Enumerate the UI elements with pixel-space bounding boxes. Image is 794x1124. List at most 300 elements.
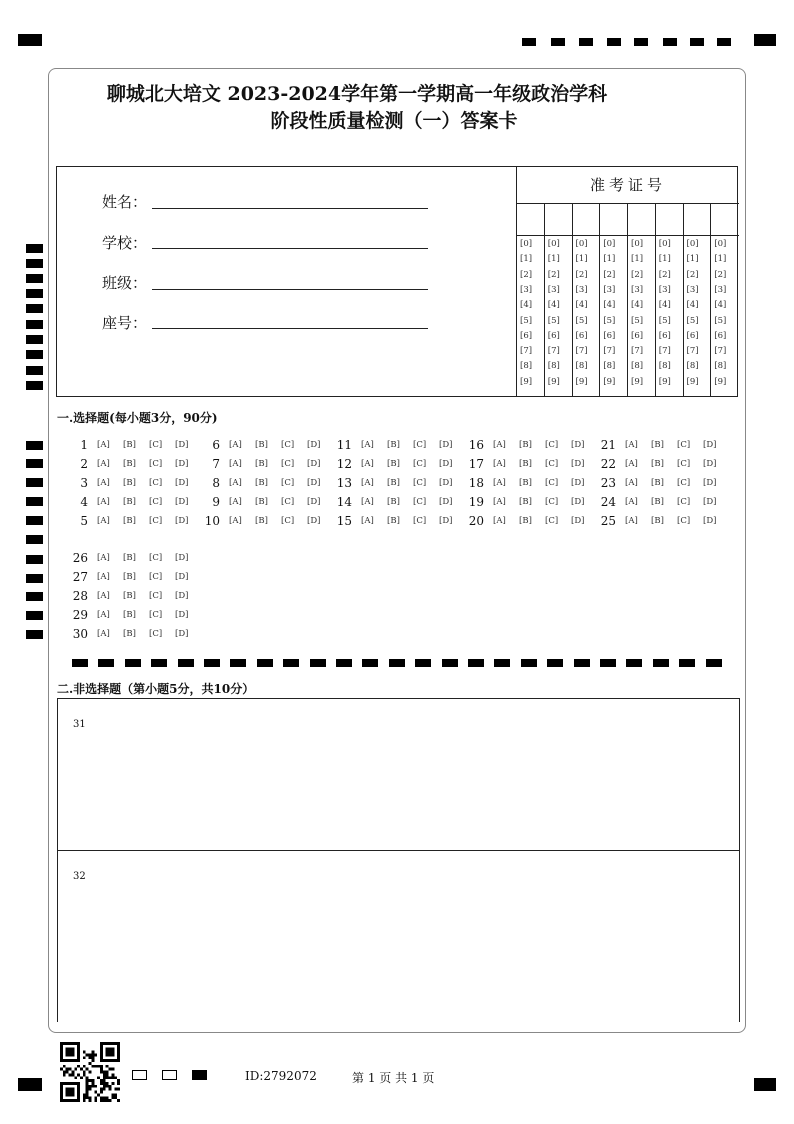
- option-bubble[interactable]: [B]: [519, 459, 532, 469]
- question-number: 13: [336, 476, 352, 490]
- timing-mark-left: [26, 497, 43, 506]
- option-bubble[interactable]: [D]: [571, 497, 585, 507]
- ticket-digit-bubble[interactable]: [8]: [631, 361, 644, 372]
- school-field[interactable]: [152, 248, 428, 249]
- ticket-digit-bubble[interactable]: [8]: [520, 361, 533, 372]
- option-bubble[interactable]: [A]: [493, 497, 506, 507]
- option-bubble[interactable]: [D]: [307, 440, 321, 450]
- ticket-digit-bubble[interactable]: [2]: [603, 269, 616, 280]
- timing-mark-left: [26, 350, 43, 359]
- choice-question: [594, 438, 734, 452]
- option-bubble[interactable]: [D]: [307, 497, 321, 507]
- option-bubble[interactable]: [D]: [439, 459, 453, 469]
- option-bubble[interactable]: [B]: [123, 553, 136, 563]
- ticket-digit-bubble[interactable]: [9]: [686, 376, 699, 387]
- option-bubble[interactable]: [B]: [651, 440, 664, 450]
- timing-mark-left: [26, 574, 43, 583]
- option-bubble[interactable]: [C]: [149, 440, 163, 450]
- section2-title: 二.非选择题（第小题5分，共10分）: [57, 682, 255, 696]
- question-number: 22: [600, 457, 616, 471]
- option-bubble[interactable]: [D]: [703, 516, 717, 526]
- option-bubble[interactable]: [D]: [439, 497, 453, 507]
- ticket-digit-bubble[interactable]: [5]: [714, 315, 727, 326]
- option-bubble[interactable]: [C]: [677, 516, 691, 526]
- option-bubble[interactable]: [B]: [519, 440, 532, 450]
- option-bubble[interactable]: [A]: [229, 459, 242, 469]
- ticket-digit-bubble[interactable]: [2]: [547, 269, 560, 280]
- option-bubble[interactable]: [D]: [175, 516, 189, 526]
- ticket-digit-bubble[interactable]: [3]: [686, 284, 699, 295]
- choice-question: [66, 627, 206, 641]
- ticket-digit-bubble[interactable]: [1]: [714, 254, 727, 265]
- ticket-digit-box[interactable]: [684, 204, 711, 236]
- option-bubble[interactable]: [B]: [255, 440, 268, 450]
- option-bubble[interactable]: [A]: [229, 440, 242, 450]
- question-number: 14: [336, 495, 352, 509]
- corner-mark-bottom-right: [754, 1078, 776, 1091]
- option-bubble[interactable]: [D]: [703, 459, 717, 469]
- option-bubble[interactable]: [C]: [545, 440, 559, 450]
- option-bubble[interactable]: [A]: [361, 459, 374, 469]
- choice-question: [594, 514, 734, 528]
- option-bubble[interactable]: [D]: [439, 440, 453, 450]
- option-bubble[interactable]: [D]: [571, 440, 585, 450]
- option-bubble[interactable]: [D]: [571, 516, 585, 526]
- option-bubble[interactable]: [C]: [413, 478, 427, 488]
- ticket-digit-bubble[interactable]: [4]: [575, 300, 588, 311]
- ticket-digit-box[interactable]: [600, 204, 627, 236]
- option-bubble[interactable]: [D]: [307, 478, 321, 488]
- ticket-digit-bubble[interactable]: [2]: [658, 269, 671, 280]
- option-bubble[interactable]: [C]: [413, 516, 427, 526]
- option-bubble[interactable]: [B]: [387, 459, 400, 469]
- option-bubble[interactable]: [A]: [97, 572, 110, 582]
- ticket-digit-bubble[interactable]: [4]: [658, 300, 671, 311]
- ticket-digit-box[interactable]: [711, 204, 739, 236]
- option-bubble[interactable]: [C]: [281, 478, 295, 488]
- ticket-digit-bubble[interactable]: [2]: [686, 269, 699, 280]
- option-bubble[interactable]: [A]: [229, 497, 242, 507]
- ticket-digit-bubble[interactable]: [2]: [631, 269, 644, 280]
- option-bubble[interactable]: [B]: [387, 440, 400, 450]
- option-bubble[interactable]: [C]: [677, 459, 691, 469]
- timing-mark-top: [634, 38, 648, 46]
- ticket-digit-bubble[interactable]: [0]: [658, 239, 671, 249]
- ticket-digit-bubble[interactable]: [7]: [686, 346, 699, 357]
- ticket-digit-bubble[interactable]: [0]: [714, 239, 727, 249]
- option-bubble[interactable]: [B]: [387, 497, 400, 507]
- choice-question: [198, 457, 338, 471]
- separator-dash: [125, 659, 141, 667]
- question-number: 9: [212, 495, 220, 509]
- ticket-digit-bubble[interactable]: [6]: [686, 330, 699, 341]
- class-field[interactable]: [152, 289, 428, 290]
- option-bubble[interactable]: [A]: [493, 516, 506, 526]
- option-bubble[interactable]: [A]: [625, 516, 638, 526]
- option-bubble[interactable]: [B]: [123, 572, 136, 582]
- option-bubble[interactable]: [D]: [175, 610, 189, 620]
- choice-question: [198, 514, 338, 528]
- ticket-digit-bubble[interactable]: [7]: [520, 346, 533, 357]
- choice-question: [66, 514, 206, 528]
- option-bubble[interactable]: [B]: [255, 478, 268, 488]
- timing-mark-left: [26, 320, 43, 329]
- option-bubble[interactable]: [B]: [651, 516, 664, 526]
- choice-question: [594, 495, 734, 509]
- ticket-digit-bubble[interactable]: [2]: [520, 269, 533, 280]
- seat-field[interactable]: [152, 328, 428, 329]
- option-bubble[interactable]: [B]: [519, 516, 532, 526]
- timing-mark-left: [26, 535, 43, 544]
- timing-mark-left: [26, 630, 43, 639]
- ticket-digit-bubble[interactable]: [0]: [575, 239, 588, 249]
- separator-dash: [72, 659, 88, 667]
- option-bubble[interactable]: [A]: [493, 459, 506, 469]
- ticket-digit-bubble[interactable]: [4]: [520, 300, 533, 311]
- ticket-digit-bubble[interactable]: [5]: [686, 315, 699, 326]
- ticket-column: [600, 204, 628, 397]
- option-bubble[interactable]: [B]: [123, 478, 136, 488]
- ticket-digit-bubble[interactable]: [8]: [658, 361, 671, 372]
- ticket-digit-bubble[interactable]: [3]: [603, 284, 616, 295]
- option-bubble[interactable]: [A]: [361, 497, 374, 507]
- option-bubble[interactable]: [B]: [519, 478, 532, 488]
- option-bubble[interactable]: [D]: [175, 497, 189, 507]
- ticket-digit-bubble[interactable]: [7]: [575, 346, 588, 357]
- ticket-digit-bubble[interactable]: [4]: [547, 300, 560, 311]
- separator-dash: [230, 659, 246, 667]
- question-number: 17: [468, 457, 484, 471]
- question-number: 24: [600, 495, 616, 509]
- ticket-digit-box[interactable]: [545, 204, 572, 236]
- ticket-digit-bubble[interactable]: [2]: [575, 269, 588, 280]
- option-bubble[interactable]: [D]: [307, 459, 321, 469]
- timing-mark-left: [26, 381, 43, 390]
- separator-dash: [468, 659, 484, 667]
- choice-question: [594, 457, 734, 471]
- option-bubble[interactable]: [C]: [413, 497, 427, 507]
- option-bubble[interactable]: [A]: [97, 591, 110, 601]
- seat-label: 座号：: [102, 314, 148, 332]
- ticket-digit-box[interactable]: [628, 204, 655, 236]
- question-number: 18: [468, 476, 484, 490]
- ticket-digit-bubble[interactable]: [3]: [575, 284, 588, 295]
- option-bubble[interactable]: [C]: [149, 610, 163, 620]
- ticket-digit-bubble[interactable]: [5]: [520, 315, 533, 326]
- choice-question: [462, 438, 602, 452]
- option-bubble[interactable]: [A]: [361, 478, 374, 488]
- question-number: 29: [72, 608, 88, 622]
- option-bubble[interactable]: [B]: [123, 591, 136, 601]
- choice-question: [462, 495, 602, 509]
- option-bubble[interactable]: [C]: [149, 591, 163, 601]
- option-bubble[interactable]: [D]: [175, 629, 189, 639]
- ticket-digit-bubble[interactable]: [5]: [603, 315, 616, 326]
- option-bubble[interactable]: [B]: [123, 516, 136, 526]
- option-bubble[interactable]: [D]: [175, 440, 189, 450]
- ticket-digit-bubble[interactable]: [1]: [658, 254, 671, 265]
- option-bubble[interactable]: [C]: [677, 497, 691, 507]
- question-number: 4: [80, 495, 88, 509]
- question-number: 8: [212, 476, 220, 490]
- option-bubble[interactable]: [A]: [97, 610, 110, 620]
- ticket-digit-bubble[interactable]: [6]: [714, 330, 727, 341]
- separator-dash: [521, 659, 537, 667]
- timing-mark-top: [579, 38, 593, 46]
- option-bubble[interactable]: [B]: [123, 610, 136, 620]
- option-bubble[interactable]: [B]: [123, 497, 136, 507]
- option-bubble[interactable]: [D]: [307, 516, 321, 526]
- timing-mark-top: [522, 38, 536, 46]
- option-bubble[interactable]: [B]: [255, 516, 268, 526]
- option-bubble[interactable]: [C]: [677, 478, 691, 488]
- option-bubble[interactable]: [B]: [255, 459, 268, 469]
- question-number: 3: [80, 476, 88, 490]
- separator-dash: [415, 659, 431, 667]
- ticket-digit-bubble[interactable]: [5]: [547, 315, 560, 326]
- option-bubble[interactable]: [A]: [493, 440, 506, 450]
- ticket-digit-bubble[interactable]: [1]: [547, 254, 560, 265]
- option-bubble[interactable]: [A]: [97, 440, 110, 450]
- option-bubble[interactable]: [D]: [175, 591, 189, 601]
- ticket-digit-box[interactable]: [517, 204, 544, 236]
- option-bubble[interactable]: [C]: [149, 629, 163, 639]
- separator-dash: [626, 659, 642, 667]
- page-title: 聊城北大培文 2023-2024学年第一学期高一年级政治学科: [106, 83, 608, 105]
- ticket-digit-bubble[interactable]: [8]: [686, 361, 699, 372]
- option-bubble[interactable]: [C]: [281, 516, 295, 526]
- option-bubble[interactable]: [A]: [361, 516, 374, 526]
- question-number: 25: [600, 514, 616, 528]
- name-field[interactable]: [152, 208, 428, 209]
- ticket-digit-bubble[interactable]: [9]: [603, 376, 616, 387]
- question-number: 12: [336, 457, 352, 471]
- separator-dash: [389, 659, 405, 667]
- ticket-digit-bubble[interactable]: [0]: [603, 239, 616, 249]
- ticket-digit-bubble[interactable]: [6]: [631, 330, 644, 341]
- ticket-digit-bubble[interactable]: [5]: [658, 315, 671, 326]
- option-bubble[interactable]: [D]: [439, 516, 453, 526]
- option-bubble[interactable]: [C]: [149, 478, 163, 488]
- ticket-digit-bubble[interactable]: [9]: [575, 376, 588, 387]
- option-bubble[interactable]: [D]: [571, 478, 585, 488]
- separator-dash: [98, 659, 114, 667]
- option-bubble[interactable]: [B]: [123, 440, 136, 450]
- option-bubble[interactable]: [D]: [703, 440, 717, 450]
- option-bubble[interactable]: [D]: [439, 478, 453, 488]
- option-bubble[interactable]: [D]: [175, 459, 189, 469]
- option-bubble[interactable]: [B]: [255, 497, 268, 507]
- option-bubble[interactable]: [A]: [97, 629, 110, 639]
- ticket-digit-bubble[interactable]: [5]: [631, 315, 644, 326]
- choice-question: [66, 438, 206, 452]
- ticket-digit-bubble[interactable]: [0]: [631, 239, 644, 249]
- question-number: 11: [336, 438, 352, 452]
- option-bubble[interactable]: [C]: [149, 497, 163, 507]
- question-number: 2: [80, 457, 88, 471]
- qr-code: [60, 1042, 120, 1102]
- timing-mark-left: [26, 592, 43, 601]
- option-bubble[interactable]: [A]: [625, 497, 638, 507]
- timing-mark-left: [26, 304, 43, 313]
- option-bubble[interactable]: [A]: [493, 478, 506, 488]
- corner-mark-bottom-left: [18, 1078, 42, 1091]
- option-bubble[interactable]: [A]: [625, 478, 638, 488]
- ticket-digit-bubble[interactable]: [9]: [547, 376, 560, 387]
- ticket-digit-bubble[interactable]: [8]: [603, 361, 616, 372]
- separator-dash: [257, 659, 273, 667]
- option-bubble[interactable]: [B]: [387, 478, 400, 488]
- ticket-digit-bubble[interactable]: [7]: [603, 346, 616, 357]
- ticket-digit-bubble[interactable]: [1]: [575, 254, 588, 265]
- separator-dash: [679, 659, 695, 667]
- ticket-digit-bubble[interactable]: [7]: [547, 346, 560, 357]
- ticket-digit-bubble[interactable]: [9]: [658, 376, 671, 387]
- ticket-digit-bubble[interactable]: [9]: [631, 376, 644, 387]
- option-bubble[interactable]: [D]: [175, 572, 189, 582]
- option-bubble[interactable]: [C]: [281, 440, 295, 450]
- separator-dash: [204, 659, 220, 667]
- answer-box-31[interactable]: [57, 698, 740, 851]
- option-bubble[interactable]: [C]: [545, 497, 559, 507]
- ticket-digit-bubble[interactable]: [0]: [547, 239, 560, 249]
- ticket-column: [545, 204, 573, 397]
- choice-question: [462, 476, 602, 490]
- ticket-digit-bubble[interactable]: [6]: [575, 330, 588, 341]
- ticket-digit-bubble[interactable]: [4]: [686, 300, 699, 311]
- choice-question: [330, 476, 470, 490]
- ticket-number-title: 准考证号: [517, 166, 739, 204]
- ticket-digit-bubble[interactable]: [3]: [520, 284, 533, 295]
- option-bubble[interactable]: [A]: [97, 497, 110, 507]
- status-square-2: [162, 1070, 177, 1080]
- option-bubble[interactable]: [C]: [149, 516, 163, 526]
- ticket-digit-bubble[interactable]: [8]: [547, 361, 560, 372]
- ticket-digit-bubble[interactable]: [7]: [631, 346, 644, 357]
- ticket-column: [711, 204, 739, 397]
- option-bubble[interactable]: [B]: [651, 459, 664, 469]
- choice-question: [330, 495, 470, 509]
- option-bubble[interactable]: [A]: [361, 440, 374, 450]
- question-number: 26: [72, 551, 88, 565]
- option-bubble[interactable]: [A]: [625, 440, 638, 450]
- ticket-digit-box[interactable]: [656, 204, 683, 236]
- timing-mark-left: [26, 441, 43, 450]
- choice-question: [594, 476, 734, 490]
- ticket-digit-bubble[interactable]: [3]: [714, 284, 727, 295]
- option-bubble[interactable]: [B]: [123, 459, 136, 469]
- option-bubble[interactable]: [C]: [281, 497, 295, 507]
- ticket-column: [573, 204, 601, 397]
- ticket-digit-bubble[interactable]: [1]: [520, 254, 533, 265]
- ticket-digit-bubble[interactable]: [6]: [603, 330, 616, 341]
- question-number: 10: [204, 514, 220, 528]
- timing-mark-left: [26, 516, 43, 525]
- choice-question: [66, 570, 206, 584]
- ticket-digit-bubble[interactable]: [1]: [686, 254, 699, 265]
- timing-mark-left: [26, 274, 43, 283]
- ticket-digit-bubble[interactable]: [5]: [575, 315, 588, 326]
- option-bubble[interactable]: [B]: [519, 497, 532, 507]
- ticket-digit-bubble[interactable]: [8]: [714, 361, 727, 372]
- ticket-digit-bubble[interactable]: [7]: [658, 346, 671, 357]
- ticket-digit-bubble[interactable]: [3]: [658, 284, 671, 295]
- option-bubble[interactable]: [A]: [97, 553, 110, 563]
- question-number: 5: [80, 514, 88, 528]
- option-bubble[interactable]: [C]: [413, 440, 427, 450]
- ticket-digit-bubble[interactable]: [4]: [714, 300, 727, 311]
- timing-mark-left: [26, 611, 43, 620]
- ticket-digit-bubble[interactable]: [9]: [520, 376, 533, 387]
- ticket-column: [628, 204, 656, 397]
- ticket-digit-bubble[interactable]: [4]: [603, 300, 616, 311]
- ticket-digit-bubble[interactable]: [1]: [603, 254, 616, 265]
- option-bubble[interactable]: [C]: [413, 459, 427, 469]
- option-bubble[interactable]: [C]: [149, 553, 163, 563]
- option-bubble[interactable]: [B]: [123, 629, 136, 639]
- option-bubble[interactable]: [C]: [677, 440, 691, 450]
- ticket-digit-bubble[interactable]: [0]: [686, 239, 699, 249]
- option-bubble[interactable]: [A]: [97, 516, 110, 526]
- option-bubble[interactable]: [A]: [625, 459, 638, 469]
- option-bubble[interactable]: [C]: [545, 516, 559, 526]
- ticket-digit-bubble[interactable]: [8]: [575, 361, 588, 372]
- option-bubble[interactable]: [C]: [149, 459, 163, 469]
- separator-dash: [151, 659, 167, 667]
- option-bubble[interactable]: [B]: [651, 478, 664, 488]
- option-bubble[interactable]: [D]: [175, 553, 189, 563]
- option-bubble[interactable]: [C]: [545, 459, 559, 469]
- option-bubble[interactable]: [C]: [281, 459, 295, 469]
- ticket-digit-bubble[interactable]: [6]: [520, 330, 533, 341]
- ticket-digit-bubble[interactable]: [2]: [714, 269, 727, 280]
- option-bubble[interactable]: [A]: [97, 459, 110, 469]
- ticket-digit-bubble[interactable]: [7]: [714, 346, 727, 357]
- ticket-digit-bubble[interactable]: [6]: [658, 330, 671, 341]
- question-number: 7: [212, 457, 220, 471]
- separator-dash: [706, 659, 722, 667]
- option-bubble[interactable]: [A]: [229, 516, 242, 526]
- class-label: 班级：: [102, 274, 148, 292]
- ticket-digit-bubble[interactable]: [3]: [547, 284, 560, 295]
- ticket-digit-bubble[interactable]: [3]: [631, 284, 644, 295]
- ticket-digit-bubble[interactable]: [4]: [631, 300, 644, 311]
- option-bubble[interactable]: [D]: [175, 478, 189, 488]
- option-bubble[interactable]: [B]: [387, 516, 400, 526]
- option-bubble[interactable]: [A]: [97, 478, 110, 488]
- timing-mark-top: [663, 38, 677, 46]
- choice-question: [66, 608, 206, 622]
- timing-mark-top: [551, 38, 565, 46]
- ticket-digit-box[interactable]: [573, 204, 600, 236]
- separator-dash: [310, 659, 326, 667]
- option-bubble[interactable]: [D]: [703, 497, 717, 507]
- ticket-digit-bubble[interactable]: [9]: [714, 376, 727, 387]
- answer-box-32[interactable]: [57, 850, 740, 1022]
- option-bubble[interactable]: [D]: [703, 478, 717, 488]
- option-bubble[interactable]: [B]: [651, 497, 664, 507]
- question-number: 23: [600, 476, 616, 490]
- option-bubble[interactable]: [C]: [545, 478, 559, 488]
- ticket-column: [656, 204, 684, 397]
- ticket-digit-bubble[interactable]: [1]: [631, 254, 644, 265]
- option-bubble[interactable]: [A]: [229, 478, 242, 488]
- option-bubble[interactable]: [D]: [571, 459, 585, 469]
- separator-dash: [442, 659, 458, 667]
- option-bubble[interactable]: [C]: [149, 572, 163, 582]
- ticket-digit-bubble[interactable]: [0]: [520, 239, 533, 249]
- ticket-digit-bubble[interactable]: [6]: [547, 330, 560, 341]
